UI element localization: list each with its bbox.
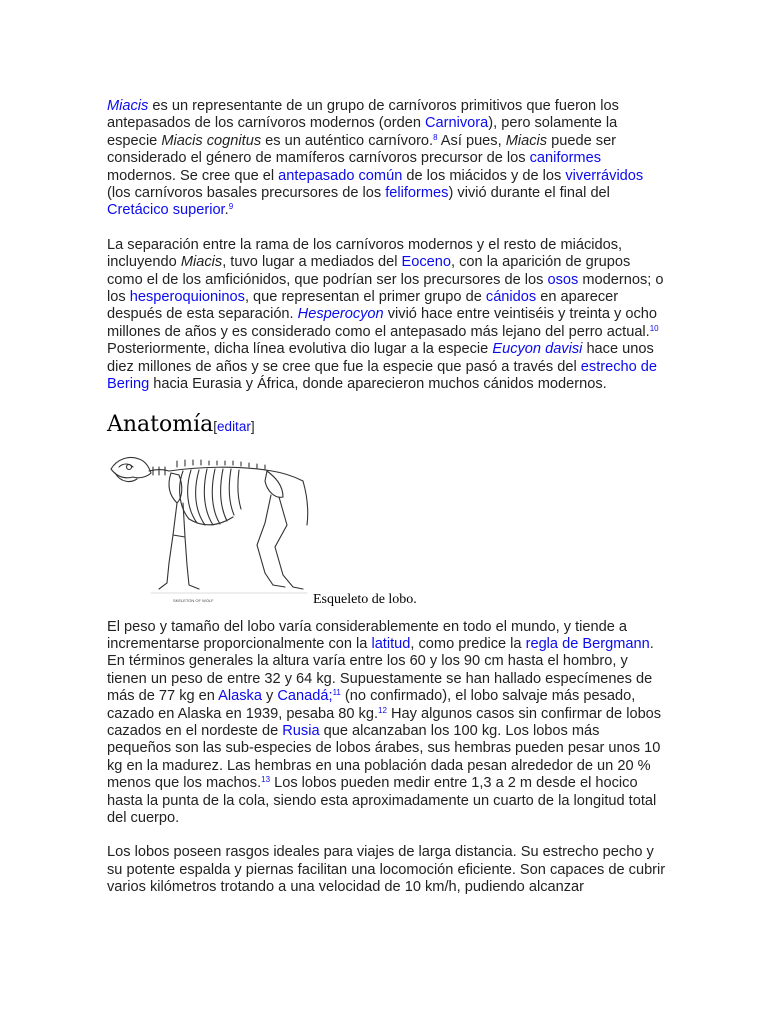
edit-section: [editar]	[213, 418, 255, 434]
link-latitud[interactable]: latitud	[371, 635, 411, 652]
link-hesperocyon[interactable]: Hesperocyon	[297, 306, 384, 323]
link-estrecho-de-bering[interactable]: estrecho de Bering	[107, 358, 658, 393]
figure-caption: Esqueleto de lobo.	[313, 591, 417, 607]
link-antepasado-comun[interactable]: antepasado común	[278, 167, 403, 184]
edit-link[interactable]: editar	[217, 418, 251, 434]
wolf-skeleton-illustration	[107, 447, 317, 607]
link-canada[interactable]: Canadá;	[277, 688, 333, 705]
ref-13[interactable]: 13	[261, 775, 271, 785]
paragraph-separation: La separación entre la rama de los carnívoros modernos y el resto de miácidos, incluyendo Miacis, tuvo lugar a mediados del Eoceno, con la aparición de grupos como el de los amficiónidos, que podrían ser los precursores de los osos modernos; o los hesperoquioninos, que representan el primer grupo de cánidos en aparecer después de esta separación. Hesperocyon vivió hace entre veintiséis y treinta y ocho millones de años y es considerado como el antepasado más lejano del perro actual.$^{10}$ Posteriormente, dicha línea evolutiva dio lugar a la especie Eucyon davisi hace unos diez millones de años y se cree que fue la especie que pasó a través del estrecho de Bering hacia Eurasia y África, donde aparecieron muchos cánidos modernos.	[107, 236, 664, 393]
plate-label: SKELETON OF WOLF	[173, 597, 214, 603]
article-body	[107, 98, 667, 897]
link-eoceno[interactable]: Eoceno	[401, 254, 451, 271]
link-eucyon-davisi[interactable]: Eucyon davisi	[492, 341, 583, 358]
link-cretacico-superior[interactable]: Cretácico superior	[107, 202, 225, 219]
link-caniformes[interactable]: caniformes	[529, 150, 601, 167]
link-canidos[interactable]: cánidos	[485, 289, 537, 306]
ref-11[interactable]: 11	[332, 688, 341, 698]
ref-12[interactable]: 12	[378, 705, 387, 715]
link-rusia[interactable]: Rusia	[282, 722, 320, 739]
ref-8[interactable]: 8	[433, 132, 438, 142]
link-regla-de-bergmann[interactable]: regla de Bergmann	[525, 635, 650, 652]
section-heading-anatomia: Anatomía[editar]	[107, 411, 255, 437]
link-osos[interactable]: osos	[547, 271, 579, 288]
wolf-skeleton-figure	[107, 445, 667, 611]
link-viverravidos[interactable]: viverrávidos	[565, 167, 644, 184]
paragraph-locomotion: Los lobos poseen rasgos ideales para viajes de larga distancia. Su estrecho pecho y su potente espalda y piernas facilitan una locomoción eficiente. Son capaces de cubrir varios kilómetros trotando a una velocidad de 10 km/h, pudiendo alcanzar	[107, 844, 666, 896]
link-miacis[interactable]: Miacis	[107, 98, 149, 114]
link-carnivora[interactable]: Carnivora	[425, 115, 489, 132]
link-hesperoquioninos[interactable]: hesperoquioninos	[129, 289, 245, 306]
paragraph-size-weight: El peso y tamaño del lobo varía considerablemente en todo el mundo, y tiende a incrementarse proporcionalmente con la latitud, como predice la regla de Bergmann. En términos generales la altura varía entre los 60 y los 90 cm hasta el hombro, y tienen un peso de entre 32 y 64 kg. Supuestamente se han hallado especímenes de más de 77 kg en Alaska y Canadá;$^{11}$ (no confirmado), el lobo salvaje más pesado, cazado en Alaska en 1939, pesaba 80 kg.$^{12}$ Hay algunos casos sin confirmar de lobos cazados en el nordeste de Rusia que alcanzaban los 100 kg. Los lobos más pequeños son las sub-especies de lobos árabes, sus hembras pueden pesar unos 10 kg en la madurez. Las hembras en una población dada pesan alrededor de un 20 % menos que los machos.$^{13}$ Los lobos pueden medir entre 1,3 a 2 m desde el hocico hasta la punta de la cola, siendo esta aproximadamente un cuarto de la longitud total del cuerpo.	[107, 618, 662, 826]
link-alaska[interactable]: Alaska	[218, 688, 262, 705]
ref-9[interactable]: 9	[228, 202, 234, 212]
paragraph-origins: Miacis es un representante de un grupo de carnívoros primitivos que fueron los antepasados de los carnívoros modernos (orden Carnivora), pero solamente la especie Miacis cognitus es un auténtico carnívoro.$^8$ Así pues, Miacis puede ser considerado el género de mamíferos carnívoros precursor de los caniformes modernos. Se cree que el antepasado común de los miácidos y de los viverrávidos (los carnívoros basales precursores de los feliformes) vivió durante el final del Cretácico superior.$^9$	[107, 98, 644, 219]
link-feliformes[interactable]: feliformes	[385, 185, 449, 202]
ref-10[interactable]: 10	[649, 323, 659, 333]
